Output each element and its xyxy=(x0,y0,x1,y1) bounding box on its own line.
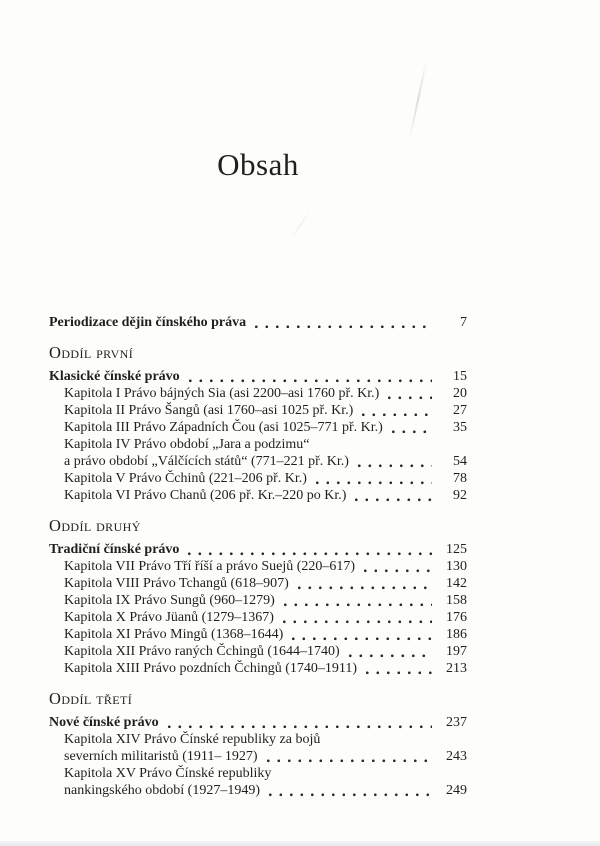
page-number: 27 xyxy=(453,403,467,418)
toc-entry xyxy=(49,660,467,677)
toc-entry xyxy=(49,385,467,402)
section-heading: Oddíl třetí xyxy=(49,689,133,708)
scan-edge-strip xyxy=(0,841,600,846)
toc-entry xyxy=(49,419,467,436)
toc-entry-text: Kapitola X Právo Jüanů (1279–1367) xyxy=(64,610,274,625)
toc-entry-text: severních militaristů (1911– 1927) xyxy=(64,749,258,764)
toc-section xyxy=(49,314,467,331)
toc-entry-text: Kapitola V Právo Čchinů (221–206 př. Kr.) xyxy=(64,471,307,486)
page-number: 176 xyxy=(446,610,467,625)
page-number: 197 xyxy=(446,644,467,659)
toc-row xyxy=(49,541,467,558)
dot-leader xyxy=(362,413,432,417)
page-number: 186 xyxy=(446,627,467,642)
dot-leader xyxy=(168,725,432,729)
toc-row xyxy=(64,558,467,575)
dot-leader xyxy=(188,552,432,556)
toc-entry-text: Nové čínské právo xyxy=(49,715,159,730)
toc-row xyxy=(64,609,467,626)
toc-row xyxy=(64,453,467,470)
page-number: 20 xyxy=(453,386,467,401)
dot-leader xyxy=(298,586,432,590)
dot-leader xyxy=(388,396,432,400)
dot-leader xyxy=(349,654,432,658)
toc-row xyxy=(64,626,467,643)
toc-entry-text: Periodizace dějin čínského práva xyxy=(49,315,247,330)
page-number: 213 xyxy=(446,661,467,676)
toc-entry-text: Kapitola IX Právo Sungů (960–1279) xyxy=(64,593,275,608)
toc-row xyxy=(49,714,467,731)
page-number: 54 xyxy=(453,454,467,469)
toc-entry xyxy=(49,558,467,575)
scan-scratch xyxy=(290,211,310,239)
page-title: Obsah xyxy=(217,147,299,182)
dot-leader xyxy=(255,325,432,329)
dot-leader xyxy=(269,793,432,797)
toc-entry-text: Kapitola XIV Právo Čínské republiky za bojů xyxy=(64,732,321,747)
dot-leader xyxy=(366,671,432,675)
toc-entry-text: Kapitola XV Právo Čínské republiky xyxy=(64,766,272,781)
toc-entry xyxy=(49,714,467,731)
page-number: 78 xyxy=(453,471,467,486)
toc-entry xyxy=(49,609,467,626)
toc-entry xyxy=(49,592,467,609)
toc xyxy=(49,314,467,799)
toc-entry-text: a právo období „Válčících států“ (771–221 př. Kr.) xyxy=(64,454,349,469)
toc-row xyxy=(64,592,467,609)
dot-leader xyxy=(189,379,432,383)
toc-row xyxy=(64,419,467,436)
toc-row xyxy=(64,782,467,799)
toc-row xyxy=(64,765,467,782)
toc-section xyxy=(49,689,467,799)
toc-entry-text: Kapitola VII Právo Tří říší a právo Suejů (220–617) xyxy=(64,559,356,574)
toc-entry-text: Tradiční čínské právo xyxy=(49,542,180,557)
toc-entry-text: Klasické čínské právo xyxy=(49,369,180,384)
toc-entry-text: Kapitola I Právo bájných Sia (asi 2200–asi 1760 př. Kr.) xyxy=(64,386,380,401)
toc-row xyxy=(64,660,467,677)
toc-entry-text: Kapitola VIII Právo Tchangů (618–907) xyxy=(64,576,289,591)
dot-leader xyxy=(364,569,432,573)
toc-row xyxy=(64,643,467,660)
toc-section xyxy=(49,516,467,677)
page-number: 15 xyxy=(453,369,467,384)
section-heading: Oddíl druhý xyxy=(49,516,141,535)
page-number: 142 xyxy=(446,576,467,591)
toc-row xyxy=(64,487,467,504)
toc-row xyxy=(64,436,467,453)
toc-entry xyxy=(49,314,467,331)
page-number: 249 xyxy=(446,783,467,798)
dot-leader xyxy=(284,603,432,607)
toc-row xyxy=(64,402,467,419)
dot-leader xyxy=(316,481,432,485)
page-number: 158 xyxy=(446,593,467,608)
dot-leader xyxy=(355,498,432,502)
dot-leader xyxy=(267,759,433,763)
dot-leader xyxy=(292,637,432,641)
toc-row xyxy=(64,470,467,487)
toc-entry xyxy=(49,731,467,765)
toc-entry-text: Kapitola XII Právo raných Čchingů (1644–1740) xyxy=(64,644,340,659)
dot-leader xyxy=(283,620,432,624)
page-number: 92 xyxy=(453,488,467,503)
toc-entry-text: Kapitola VI Právo Chanů (206 př. Kr.–220 po Kr.) xyxy=(64,488,347,503)
toc-row xyxy=(64,748,467,765)
page-number: 237 xyxy=(446,715,467,730)
toc-entry xyxy=(49,436,467,470)
toc-entry xyxy=(49,643,467,660)
toc-entry xyxy=(49,626,467,643)
toc-entry xyxy=(49,402,467,419)
page-number: 35 xyxy=(453,420,467,435)
toc-entry xyxy=(49,765,467,799)
toc-entry xyxy=(49,575,467,592)
toc-entry-text: Kapitola IV Právo období „Jara a podzimu“ xyxy=(64,437,310,452)
scan-scratch xyxy=(409,61,428,140)
toc-section xyxy=(49,343,467,504)
dot-leader xyxy=(358,464,432,468)
page-number: 125 xyxy=(446,542,467,557)
toc-entry xyxy=(49,470,467,487)
toc-entry-text: nankingského období (1927–1949) xyxy=(64,783,260,798)
toc-entry-text: Kapitola II Právo Šangů (asi 1760–asi 1025 př. Kr.) xyxy=(64,403,354,418)
toc-row xyxy=(64,385,467,402)
toc-row xyxy=(64,575,467,592)
toc-entry-text: Kapitola XI Právo Mingů (1368–1644) xyxy=(64,627,284,642)
page-number: 130 xyxy=(446,559,467,574)
toc-entry xyxy=(49,541,467,558)
section-heading: Oddíl první xyxy=(49,343,134,362)
toc-entry xyxy=(49,487,467,504)
toc-row xyxy=(49,368,467,385)
toc-row xyxy=(64,731,467,748)
dot-leader xyxy=(392,430,432,434)
toc-entry-text: Kapitola XIII Právo pozdních Čchingů (1740–1911) xyxy=(64,661,358,676)
page-number: 243 xyxy=(446,749,467,764)
toc-row xyxy=(49,314,467,331)
page-number: 7 xyxy=(460,315,467,330)
toc-entry xyxy=(49,368,467,385)
toc-entry-text: Kapitola III Právo Západních Čou (asi 1025–771 př. Kr.) xyxy=(64,420,383,435)
